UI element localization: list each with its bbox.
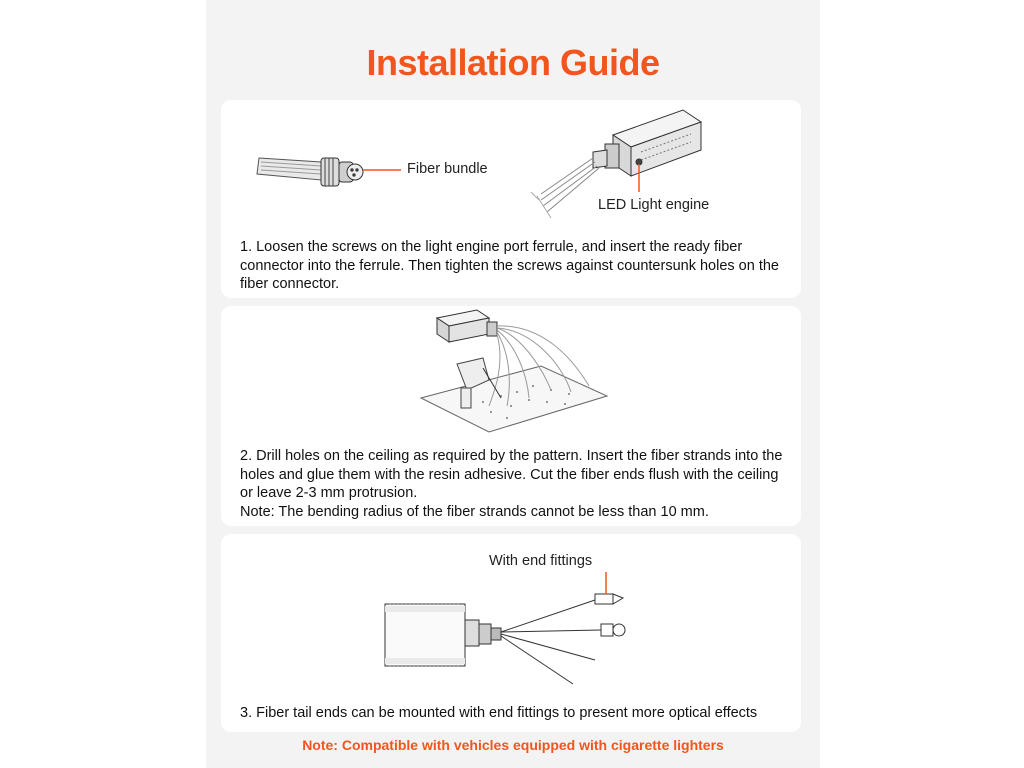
led-light-engine-label: LED Light engine [598, 197, 710, 213]
step2-note: Note: The bending radius of the fiber strands cannot be less than 10 mm. [240, 503, 709, 520]
compatibility-note: Note: Compatible with vehicles equipped with cigarette lighters [302, 737, 724, 753]
step1-paragraph: 1. Loosen the screws on the light engine port ferrule, and insert the ready fiber connector into the ferrule. Then tighten the screws against countersunk holes on the fiber connector. [240, 239, 779, 292]
step1-card [221, 100, 801, 298]
ceiling-panel-illustration [421, 366, 607, 432]
light-engine-small-illustration [437, 310, 497, 342]
page-title: Installation Guide [366, 42, 660, 83]
guide-page [206, 0, 820, 768]
fiber-bundle-illustration [257, 158, 363, 186]
step3-text [240, 704, 789, 723]
step2-paragraph: 2. Drill holes on the ceiling as required by the pattern. Insert the fiber strands into the holes and glue them with the resin adhesive. Cut the fiber ends flush with the ceiling or leave 2-3 mm protrusion. [240, 448, 783, 501]
step2-text [240, 447, 789, 521]
fiber-bundle-label: Fiber bundle [407, 161, 488, 177]
fiber-tails-illustration [501, 600, 601, 684]
step3-card [221, 534, 801, 732]
step2-card [221, 306, 801, 526]
end-fitting-icon [601, 624, 625, 636]
step2-illustration [221, 306, 801, 446]
step3-paragraph: 3. Fiber tail ends can be mounted with end fittings to present more optical effects [240, 705, 758, 721]
end-fittings-label: With end fittings [489, 553, 593, 569]
step1-text [240, 238, 789, 294]
step1-illustration [221, 100, 801, 240]
end-fitting-icon [595, 572, 623, 604]
light-engine-box-illustration [385, 604, 501, 666]
